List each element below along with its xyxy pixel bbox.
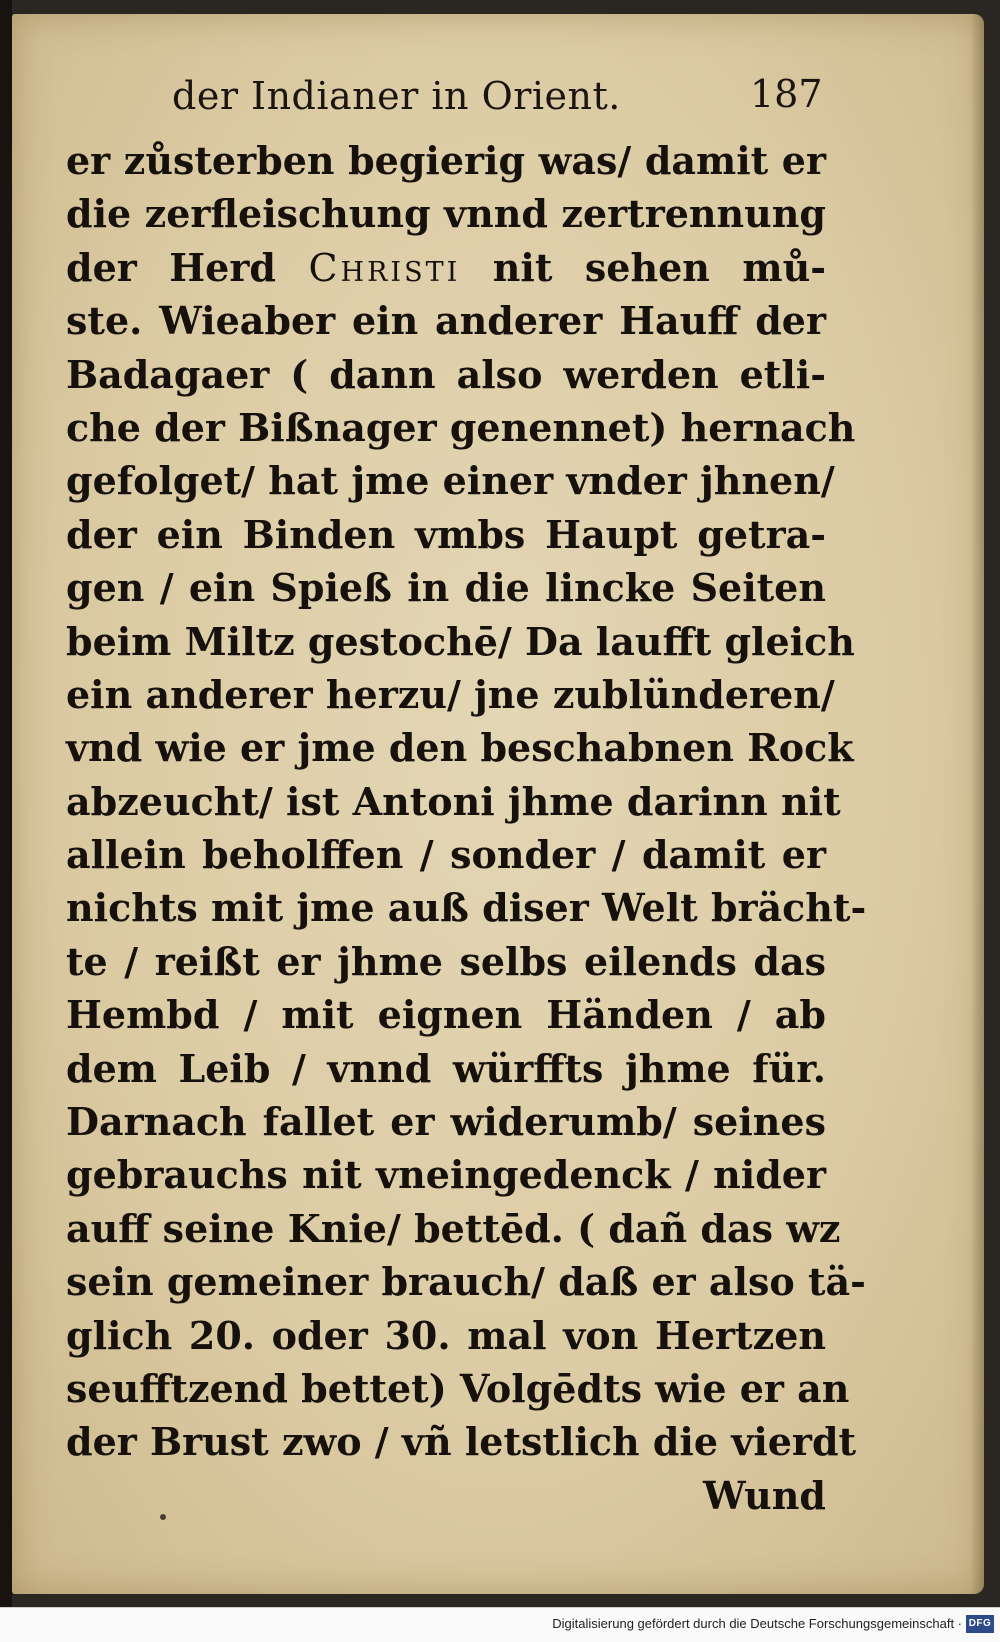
scanner-edge [0,0,12,1642]
text-line: allein beholffen / sonder / damit er [66,832,826,878]
catchword: Wund [703,1472,826,1518]
text-line: der Brust zwo / vñ letstlich die vierdt [66,1419,857,1465]
text-line: gebrauchs nit vneingedenck / nider [66,1152,826,1198]
text-line: Darnach fallet er widerumb/ seines [66,1099,826,1145]
text-line: beim Miltz gestochē/ Da laufft gleich [66,618,855,664]
running-head: der Indianer in Orient. [172,74,621,118]
page-edge-shadow [970,14,984,1594]
digitization-footer [0,1607,1000,1642]
text-line: der ein Binden vmbs Haupt getra- [66,511,826,557]
text-line: Hembd / mit eignen Händen / ab [66,992,826,1038]
book-page [12,14,984,1594]
text-line: sein gemeiner brauch/ daß er also tä- [66,1259,866,1305]
text-line: ein anderer herzu/ jne zublünderen/ [66,671,835,717]
text-line: gen / ein Spieß in die lincke Seiten [66,565,826,611]
dfg-logo-icon: DFG [966,1615,994,1633]
ink-speck [160,1514,166,1520]
funding-credit: Digitalisierung gefördert durch die Deutsche Forschungsgemeinschaft · [552,1616,962,1631]
text-line: te / reißt er jhme selbs eilends das [66,938,826,984]
text-segment: der Herd [66,244,276,290]
body-text [66,134,867,1522]
text-line: vnd wie er jme den beschabnen Rock [66,725,854,771]
text-line: er zůsterben begierig was/ damit er [66,138,826,183]
text-line: ste. Wieaber ein anderer Hauff der [66,298,826,344]
text-line: che der Bißnager genennet) hernach [66,404,856,450]
text-line: nichts mit jme auß diser Welt brächt- [66,885,867,931]
text-line [66,241,826,294]
text-line: die zerfleischung vnnd zertrennung [66,191,826,237]
text-line: glich 20. oder 30. mal von Hertzen [66,1312,826,1358]
text-line: Badagaer ( dann also werden etli- [66,351,826,397]
text-line: auff seine Knie/ bettēd. ( dañ das wz [66,1205,841,1251]
text-line: gefolget/ hat jme einer vnder jhnen/ [66,458,835,504]
christi-smallcaps: Christi [308,245,461,290]
text-segment: nit sehen mů- [492,244,827,290]
text-line: abzeucht/ ist Antoni jhme darinn nit [66,778,841,824]
page-number: 187 [750,72,823,116]
text-line: seufftzend bettet) Volgēdts wie er an [66,1365,850,1411]
text-line: dem Leib / vnnd würffts jhme für. [66,1045,826,1091]
